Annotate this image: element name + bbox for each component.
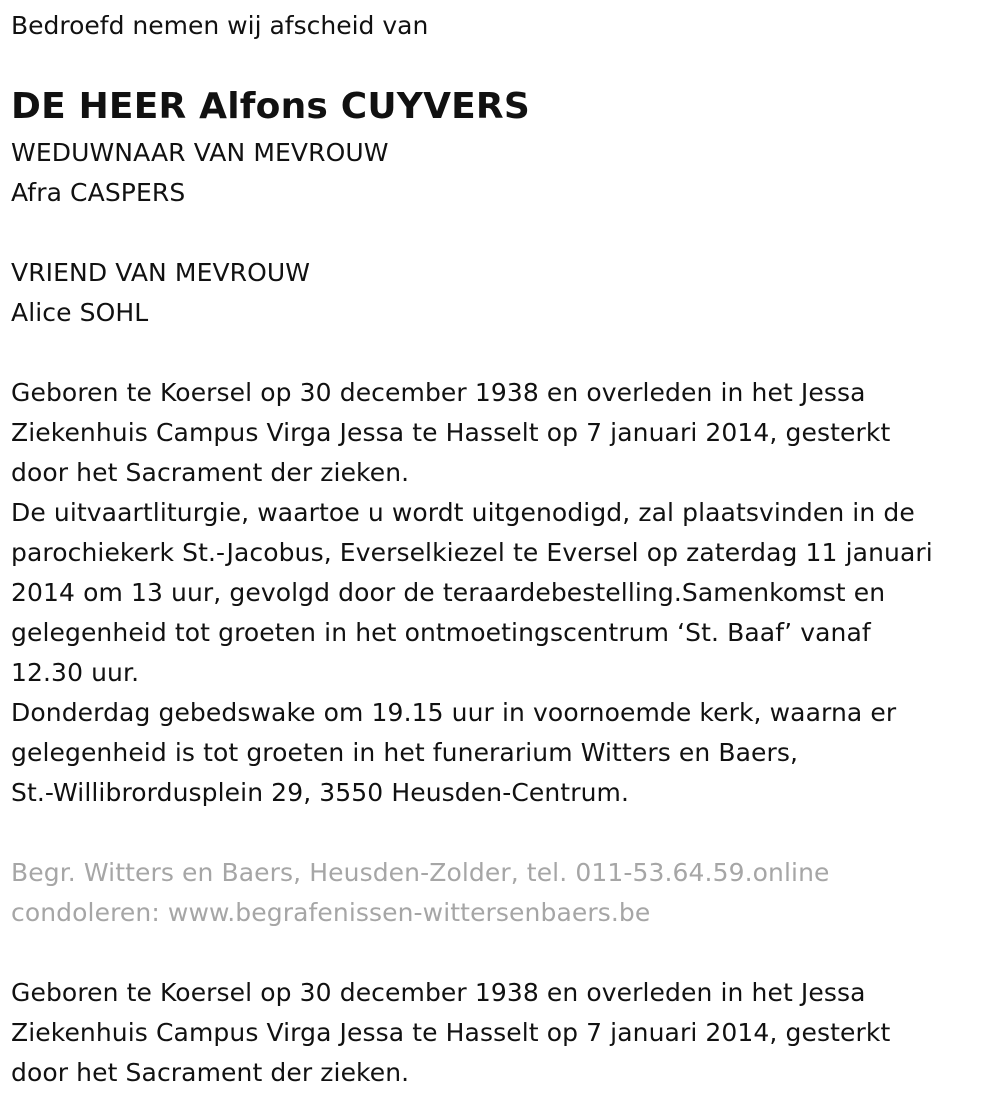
body-line: Geboren te Koersel op 30 december 1938 en overleden in het Jessa <box>11 378 866 407</box>
body-line: Ziekenhuis Campus Virga Jessa te Hasselt op 7 januari 2014, gesterkt <box>11 418 891 447</box>
repeat-line: door het Sacrament der zieken. <box>11 1058 410 1087</box>
body-line: gelegenheid is tot groeten in het funerarium Witters en Baers, <box>11 738 799 767</box>
spacer <box>11 933 1000 973</box>
notice-body <box>11 373 1000 813</box>
spacer <box>11 813 1000 853</box>
online-condolence-link[interactable]: condoleren: www.begrafenissen-wittersenbaers.be <box>11 898 651 927</box>
body-line: De uitvaartliturgie, waartoe u wordt uitgenodigd, zal plaatsvinden in de <box>11 498 915 527</box>
deceased-name: DE HEER Alfons CUYVERS <box>11 86 530 127</box>
spacer <box>11 333 1000 373</box>
friend-title: VRIEND VAN MEVROUW <box>11 258 311 287</box>
body-line: 12.30 uur. <box>11 658 140 687</box>
repeated-body <box>11 973 1000 1093</box>
funeral-home-contact: Begr. Witters en Baers, Heusden-Zolder, tel. 011-53.64.59.online <box>11 858 830 887</box>
body-line: parochiekerk St.-Jacobus, Everselkiezel te Eversel op zaterdag 11 januari <box>11 538 933 567</box>
body-line: Donderdag gebedswake om 19.15 uur in voornoemde kerk, waarna er <box>11 698 897 727</box>
intro-text: Bedroefd nemen wij afscheid van <box>11 11 429 40</box>
spouse-name: Afra CASPERS <box>11 178 186 207</box>
body-line: door het Sacrament der zieken. <box>11 458 410 487</box>
body-line: 2014 om 13 uur, gevolgd door de teraardebestelling.Samenkomst en <box>11 578 886 607</box>
spouse-title: WEDUWNAAR VAN MEVROUW <box>11 138 389 167</box>
repeat-line: Ziekenhuis Campus Virga Jessa te Hasselt op 7 januari 2014, gesterkt <box>11 1018 891 1047</box>
repeat-line: Geboren te Koersel op 30 december 1938 en overleden in het Jessa <box>11 978 866 1007</box>
body-line: St.-Willibrordusplein 29, 3550 Heusden-Centrum. <box>11 778 630 807</box>
funeral-home-footer <box>11 853 1000 933</box>
friend-name: Alice SOHL <box>11 298 149 327</box>
body-line: gelegenheid tot groeten in het ontmoetingscentrum ‘St. Baaf’ vanaf <box>11 618 871 647</box>
spacer <box>11 213 1000 253</box>
